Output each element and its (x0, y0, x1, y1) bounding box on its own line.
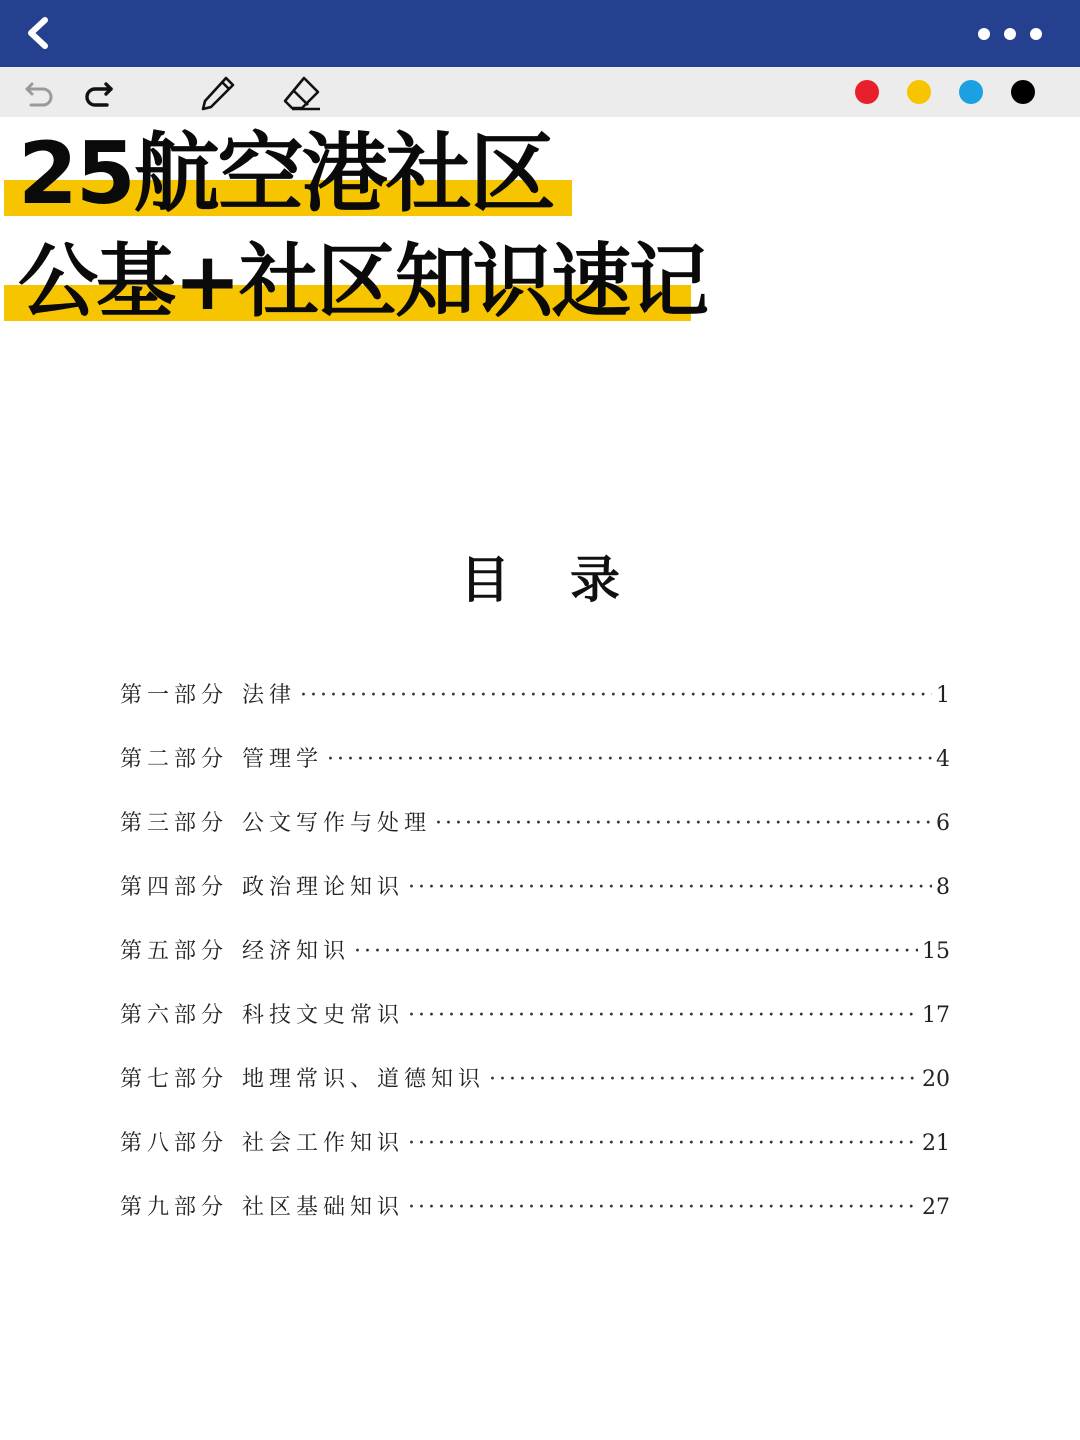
toc-entry-page: 21 (922, 1131, 950, 1156)
toc-dot-leader (327, 747, 932, 772)
toc-entry[interactable] (120, 1062, 950, 1126)
toc-dot-leader (408, 1131, 918, 1156)
toc-entry-page: 4 (936, 747, 950, 772)
toc-dot-leader (489, 1067, 918, 1092)
chevron-left-icon (23, 16, 53, 50)
toc-entry-part: 第一部分 (120, 683, 229, 708)
headline-line-2: 公基+社区知识速记 (18, 235, 708, 328)
toc-dot-leader (408, 875, 932, 900)
annotation-toolbar (0, 67, 1080, 117)
toc-entry-part: 第六部分 (120, 1003, 229, 1028)
toc-entry-page: 6 (936, 811, 950, 836)
toc-entry-part: 第九部分 (120, 1195, 229, 1220)
eraser-icon (282, 74, 322, 112)
pen-tool-button[interactable] (198, 73, 238, 113)
more-dot (1004, 28, 1016, 40)
toc-entry[interactable] (120, 998, 950, 1062)
toc-entry-name: 管理学 (242, 747, 324, 772)
toc-dot-leader (354, 939, 918, 964)
more-dot (1030, 28, 1042, 40)
undo-button[interactable] (20, 73, 60, 113)
toc-entry-name: 地理常识、道德知识 (242, 1067, 486, 1092)
color-swatch-red[interactable] (855, 80, 879, 104)
toc-title: 目录 (460, 551, 680, 609)
toc-entry-part: 第三部分 (120, 811, 229, 836)
toc-dot-leader (408, 1195, 918, 1220)
toc-entry-name: 公文写作与处理 (242, 811, 432, 836)
toc-entry-name: 政治理论知识 (242, 875, 405, 900)
toc-entry-part: 第四部分 (120, 875, 229, 900)
headline-line-1: 25航空港社区 (18, 124, 554, 224)
color-swatch-black[interactable] (1011, 80, 1035, 104)
toc-dot-leader (300, 683, 932, 708)
toc-entry[interactable] (120, 742, 950, 806)
toc-dot-leader (408, 1003, 918, 1028)
toc-entry[interactable] (120, 806, 950, 870)
toc-entry-part: 第八部分 (120, 1131, 229, 1156)
toc-entry-name: 经济知识 (242, 939, 351, 964)
toc-entry-name: 社会工作知识 (242, 1131, 405, 1156)
toc-entry[interactable] (120, 870, 950, 934)
toc-entry-part: 第五部分 (120, 939, 229, 964)
color-swatch-yellow[interactable] (907, 80, 931, 104)
toc-entry-page: 20 (922, 1067, 950, 1092)
toc-entry-name: 社区基础知识 (242, 1195, 405, 1220)
toc-entry-page: 1 (936, 683, 950, 708)
more-dots-icon (978, 28, 990, 40)
top-app-bar (0, 0, 1080, 67)
toc-entry-page: 27 (922, 1195, 950, 1220)
toc-entry-name: 法律 (242, 683, 297, 708)
pencil-icon (199, 74, 237, 112)
redo-icon (81, 78, 115, 108)
toc-entry-part: 第七部分 (120, 1067, 229, 1092)
toc-entry-part: 第二部分 (120, 747, 229, 772)
back-button[interactable] (18, 12, 58, 54)
toc-entry[interactable] (120, 934, 950, 998)
eraser-tool-button[interactable] (282, 73, 322, 113)
toc-entry-page: 8 (936, 875, 950, 900)
toc-entry-page: 15 (922, 939, 950, 964)
toc-entry[interactable] (120, 1190, 950, 1254)
redo-button[interactable] (78, 73, 118, 113)
toc-entry[interactable] (120, 1126, 950, 1190)
toc-list (120, 678, 950, 1254)
toc-dot-leader (435, 811, 932, 836)
undo-icon (23, 78, 57, 108)
more-options-button[interactable] (978, 22, 1042, 46)
toc-entry-name: 科技文史常识 (242, 1003, 405, 1028)
color-swatch-blue[interactable] (959, 80, 983, 104)
toc-entry[interactable] (120, 678, 950, 742)
toc-entry-page: 17 (922, 1003, 950, 1028)
